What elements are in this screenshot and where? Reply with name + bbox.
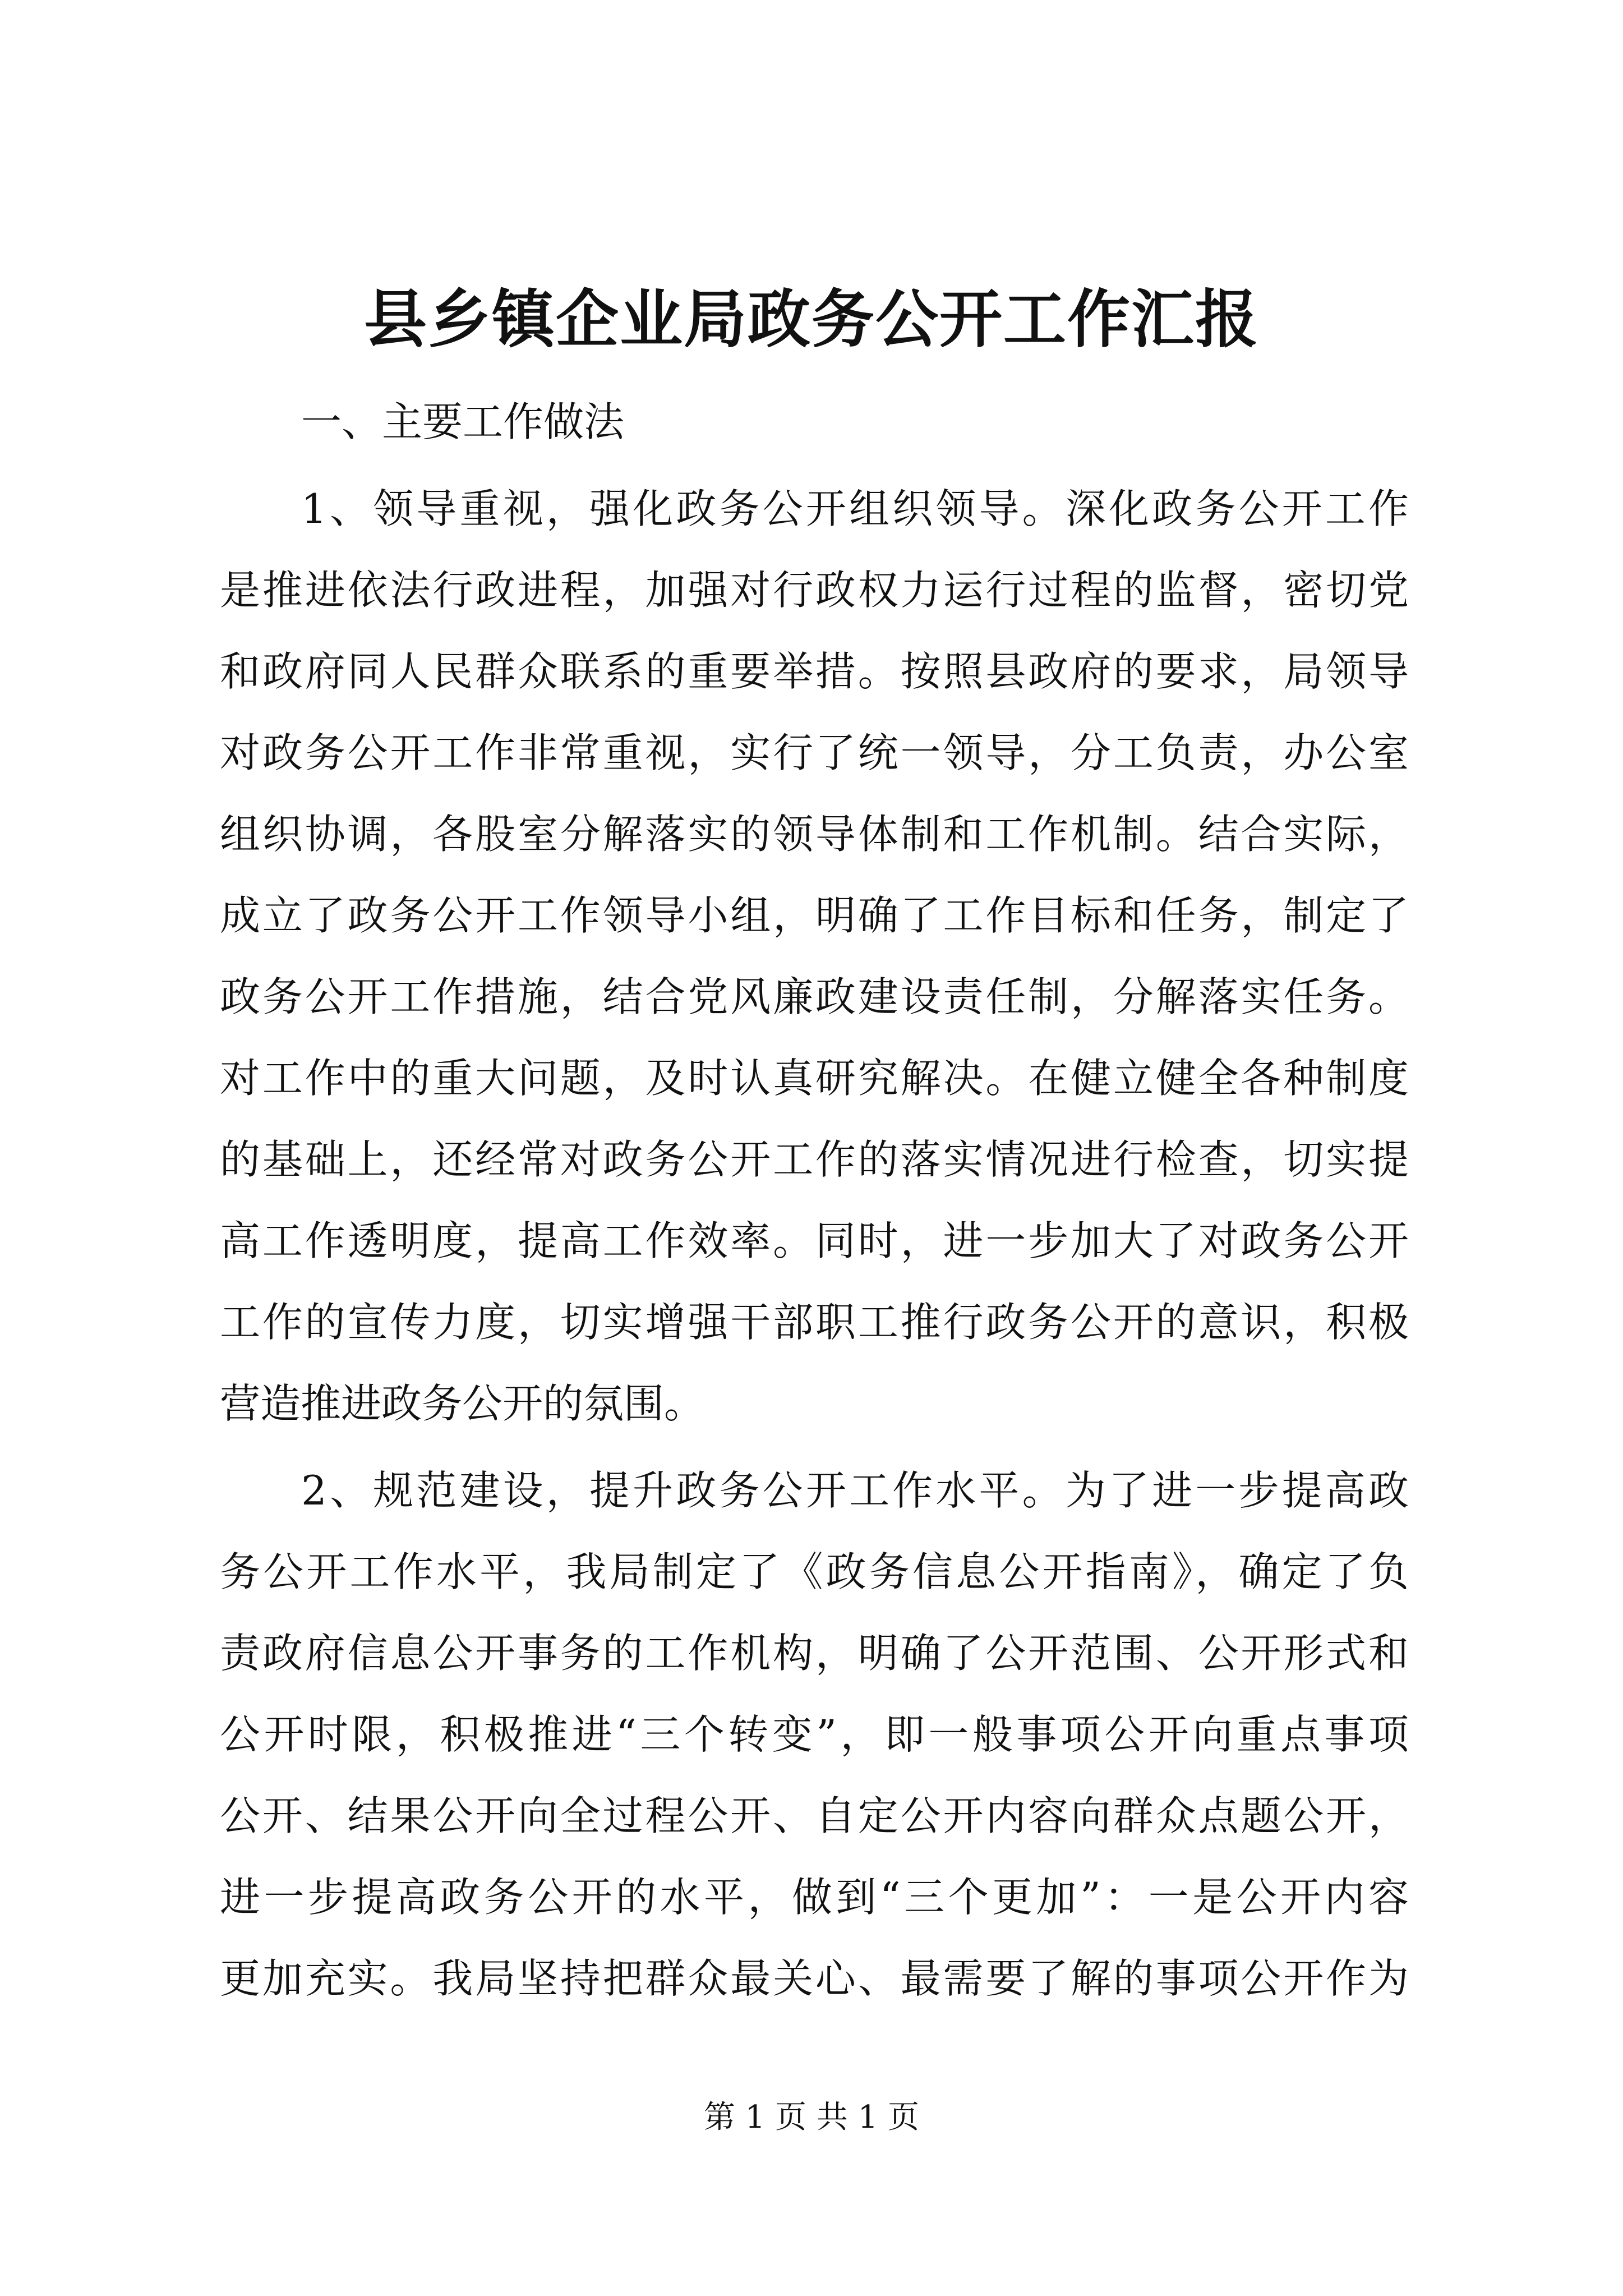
paragraph-1-line: 政务公开工作措施，结合党风廉政建设责任制，分解落实任务。 [220,973,1409,1020]
paragraph-1 [220,468,1409,1444]
paragraph-1-line: 是推进依法行政进程，加强对行政权力运行过程的监督，密切党 [220,567,1409,614]
page-footer: 第 1 页 共 1 页 [703,2099,920,2136]
paragraph-1-line: 营造推进政务公开的氛围。 [220,1380,705,1427]
paragraph-1-line: 1、领导重视，强化政务公开组织领导。深化政务公开工作 [301,485,1409,532]
paragraph-1-line: 对政务公开工作非常重视，实行了统一领导，分工负责，办公室 [220,729,1409,776]
section-heading: 一、主要工作做法 [301,398,625,445]
paragraph-2-line: 公开、结果公开向全过程公开、自定公开内容向群众点题公开， [220,1792,1409,1839]
paragraph-2-line: 2、规范建设，提升政务公开工作水平。为了进一步提高政 [301,1467,1409,1514]
paragraph-gap [220,1444,1409,1450]
paragraph-1-line: 的基础上，还经常对政务公开工作的落实情况进行检查，切实提 [220,1136,1409,1183]
paragraph-1-line: 成立了政务公开工作领导小组，明确了工作目标和任务，制定了 [220,892,1409,939]
paragraph-2-line: 务公开工作水平，我局制定了《政务信息公开指南》，确定了负 [220,1548,1409,1595]
paragraph-1-line: 高工作透明度，提高工作效率。同时，进一步加大了对政务公开 [220,1217,1409,1264]
paragraph-1-line: 组织协调，各股室分解落实的领导体制和工作机制。结合实际， [220,811,1409,858]
document-title: 县乡镇企业局政务公开工作汇报 [364,283,1259,356]
paragraph-gap [220,463,1409,468]
paragraph-1-line: 对工作中的重大问题，及时认真研究解决。在健立健全各种制度 [220,1055,1409,1102]
paragraph-2 [220,1450,1409,2019]
paragraph-1-line: 和政府同人民群众联系的重要举措。按照县政府的要求，局领导 [220,648,1409,695]
document-body [220,381,1409,2019]
paragraph-2-line: 责政府信息公开事务的工作机构，明确了公开范围、公开形式和 [220,1630,1409,1677]
paragraph-2-line: 进一步提高政务公开的水平，做到“三个更加”：一是公开内容 [220,1874,1409,1921]
paragraph-2-line: 公开时限，积极推进“三个转变”，即一般事项公开向重点事项 [220,1711,1409,1758]
paragraph-1-line: 工作的宣传力度，切实增强干部职工推行政务公开的意识，积极 [220,1299,1409,1346]
paragraph-2-line: 更加充实。我局坚持把群众最关心、最需要了解的事项公开作为 [220,1955,1409,2002]
